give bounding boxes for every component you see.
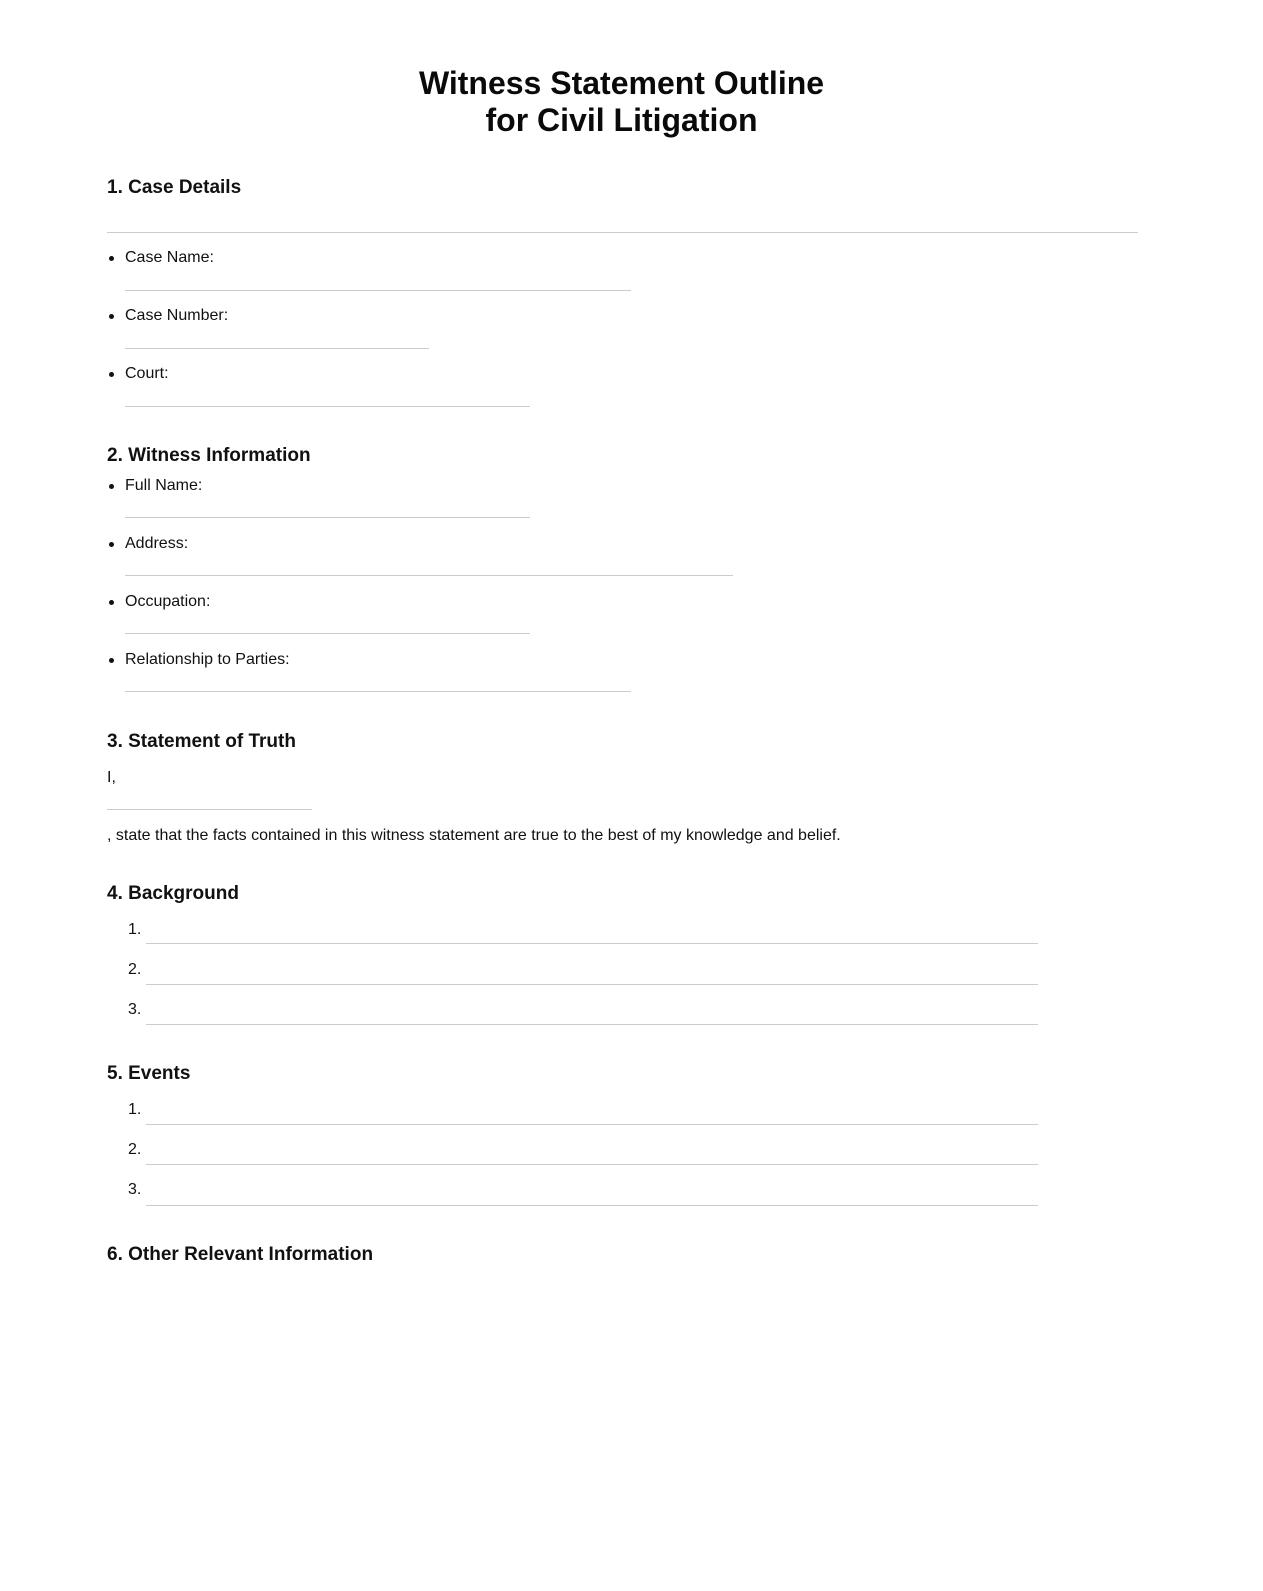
relationship-input-line[interactable] [125,691,631,692]
section-heading-witness-information: 2. Witness Information [107,445,311,466]
section-heading-other-relevant-information: 6. Other Relevant Information [107,1244,374,1265]
background-item-number: 2. [128,961,142,978]
title-line-1: Witness Statement Outline [418,65,825,101]
field-label: Court: [125,365,169,382]
background-item-2-input-line[interactable] [146,984,1038,985]
section-divider [107,232,1138,233]
title-line-2: for Civil Litigation [485,102,758,138]
field-label: Case Number: [125,307,229,324]
section-heading-background: 4. Background [107,883,239,904]
statement-text: , state that the facts contained in this witness statement are true to the best of my knowledge and belief. [107,827,841,844]
document-title [0,65,1243,139]
address-input-line[interactable] [125,575,733,576]
section-heading-case-details: 1. Case Details [107,177,242,198]
bullet-icon [109,484,114,489]
case-name-input-line[interactable] [125,290,631,291]
bullet-icon [109,372,114,377]
occupation-input-line[interactable] [125,633,530,634]
events-item-1-input-line[interactable] [146,1124,1038,1125]
background-item-1-input-line[interactable] [146,943,1038,944]
background-item-number: 1. [128,921,142,938]
bullet-icon [109,658,114,663]
events-item-number: 1. [128,1101,142,1118]
section-heading-statement-of-truth: 3. Statement of Truth [107,731,296,752]
events-item-2-input-line[interactable] [146,1164,1038,1165]
case-number-input-line[interactable] [125,348,429,349]
field-label: Occupation: [125,593,211,610]
witness-name-input-line[interactable] [107,809,312,810]
events-item-number: 2. [128,1141,142,1158]
bullet-icon [109,542,114,547]
section-heading-events: 5. Events [107,1063,191,1084]
events-item-number: 3. [128,1181,142,1198]
background-item-3-input-line[interactable] [146,1024,1038,1025]
full-name-input-line[interactable] [125,517,530,518]
field-label: Address: [125,535,189,552]
bullet-icon [109,314,114,319]
bullet-icon [109,256,114,261]
bullet-icon [109,600,114,605]
field-label: Relationship to Parties: [125,651,290,668]
field-label: Case Name: [125,249,214,266]
events-item-3-input-line[interactable] [146,1205,1038,1206]
statement-prefix: I, [107,769,116,786]
field-label: Full Name: [125,477,203,494]
court-input-line[interactable] [125,406,530,407]
background-item-number: 3. [128,1001,142,1018]
